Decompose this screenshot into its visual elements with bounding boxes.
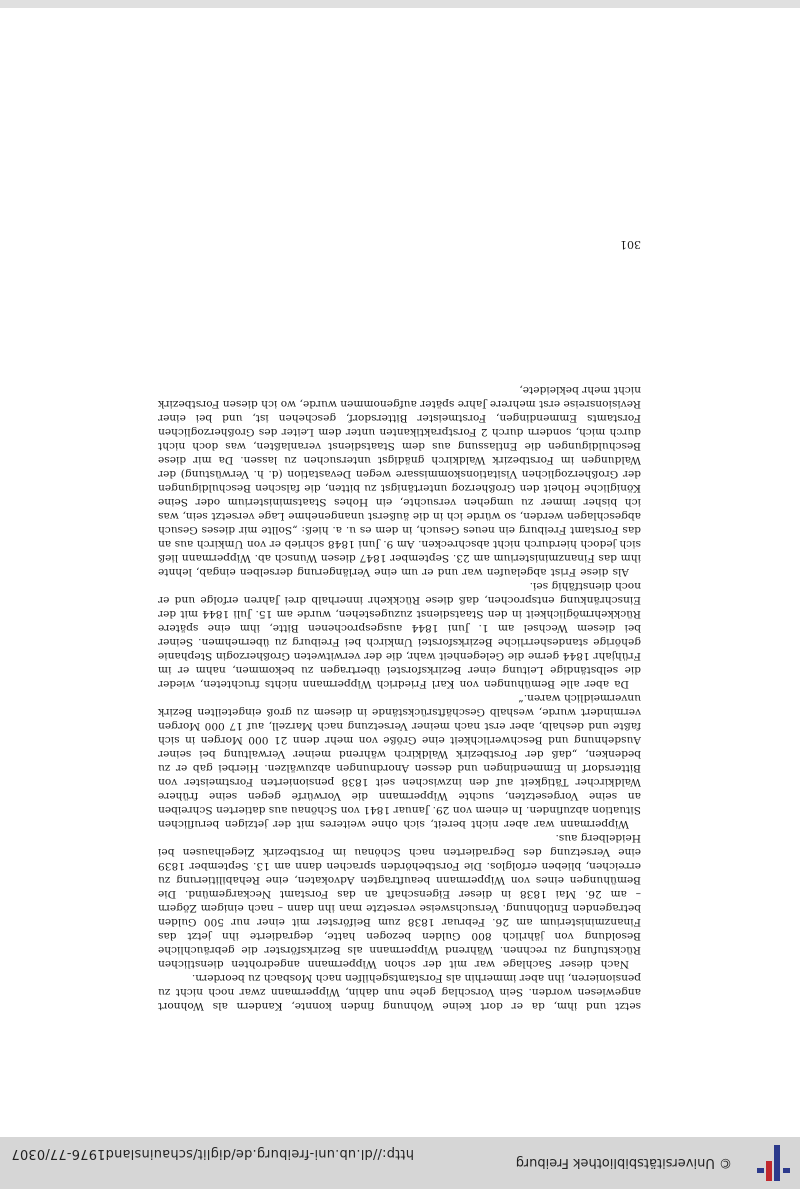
paragraph: Wippermann war aber nicht bereit, sich ohne weiteres mit der jetzigen beruflichen Situation abzufinden. In einem von 29. Januar 1841 von Schönau aus datierten Schreiben an seine Vorgesetzten, suchte Wippermann die Vorwürfe gegen seine frühere Waldkircher Tätigkeit auf den inzwischen seit 1838 pensionierten Forstmeister von Bittersdorf in Emmendingen und dessen Anordnungen abzuwälzen. Hierbei gab er zu bedenken, „daß der Forstbezirk Waldkirch während meiner Verwaltung bei seiner Ausdehnung und Beschwerlichkeit eine Größe von mehr denn 21 000 Morgen in sich faßte und deshalb, aber erst nach meiner Versetzung nach Marzell, auf 17 000 Morgen vermindert wurde, weshalb Geschäftsrückstände in diesem zu groß eingeteilten Bezirk unvermeidlich waren.“: [158, 692, 641, 830]
copyright-text: © Universitätsbibliothek Freiburg: [515, 1155, 732, 1171]
paragraph: Als diese Frist abgelaufen war und er um eine Verlängerung derselben eingab, lehnte ihm das Finanzministerium am 23. September 1847 diesen Wunsch ab. Wippermann ließ sich jedoch hierdurch nicht abschrecken. Am 9. Juni 1848 schrieb er von Umkirch aus an das Forstamt Freiburg ein neues Gesuch, in dem es u. a. hieß: „Sollte mir dieses Gesuch abgeschlagen werden, so würde ich in die äußerst unangenehme Lage versetzt sein, was ich bisher immer zu umgehen versuchte, ein Hohes Staatsministerium oder Seine Königliche Hoheit den Großherzog untertänigst zu bitten, die falschen Beschuldigungen der Großherzoglichen Visitationskommissare wegen Devastation (d. h. Verwüstung) der Waldungen im Forstbezirk Waldkirch gnädigst untersuchen zu lassen. Da mir diese Beschuldigungen die Entlassung aus dem Staatsdienst veranlaßten, was doch nicht durch mich, sondern durch 2 Forstpraktikanten unter dem Leiter des Großherzoglichen Forstamts Emmendingen, Forstmeister Bittersdorf, geschehen ist, und bei einer Revisionsreise erst mehrere Jahre später aufgenommen wurde, wo ich diesen Forstbezirk nicht mehr bekleidete,: [158, 384, 641, 578]
university-logo-icon: [756, 1143, 792, 1183]
viewer-top-strip: [0, 0, 800, 8]
paragraph: setzt und ihm, da er dort keine Wohnung finden konnte, Kandern als Wohnort angewiesen worden. Sein Vorschlag gehe nun dahin, Wippermann zwar noch nicht zu pensionieren, ihn aber immerhin als Forstamtsgehilfen nach Mosbach zu beordern.: [158, 972, 641, 1012]
page-body-text: [158, 383, 641, 1013]
page-number: 301: [620, 238, 641, 251]
citation-footer: [0, 1137, 800, 1189]
paragraph: Nach dieser Sachlage war mit der schon Wippermann angedrohten dienstlichen Rückstufung zu rechnen. Während Wippermann als Bezirksförster die gebräuchliche Besoldung von jährlich 800 Gulden bezogen hatte, degradierte ihn jetzt das Finanzministerium am 26. Februar 1838 zum Beiförster mit einer nur 500 Gulden betragenden Entlohnung. Versuchsweise versetzte man ihn dann – nach einigem Zögern – am 26. Mai 1838 in dieser Eigenschaft an das Forstamt Neckargemünd. Die Bemühungen eines von Wippermann beauftragten Advokaten, eine Rehabilitierung zu erreichen, blieben erfolglos. Die Forstbehörden sprachen dann am 13. September 1839 eine Versetzung des Degradierten nach Schönau im Forstbezirk Ziegelhausen bei Heidelberg aus.: [158, 832, 641, 970]
paragraph: Da aber alle Bemühungen von Karl Friedrich Wippermann nichts fruchteten, wieder die selbständige Leitung einer Bezirksforstei übertragen zu bekommen, nahm er im Frühjahr 1844 gerne die Gelegenheit wahr, die der verwitweten Großherzogin Stephanie gehörige standesherrliche Bezirksforstei Umkirch bei Freiburg zu übernehmen. Seiner bei diesem Wechsel am 1. Juni 1844 ausgesprochenen Bitte, ihm eine spätere Rückkehrmöglichkeit in den Staatsdienst zuzugestehen, wurde am 15. Juli 1844 mit der Einschränkung entsprochen, daß diese Rückkehr innerhalb drei Jahren erfolge und er noch dienstfähig sei.: [158, 580, 641, 690]
permalink-url[interactable]: http://dl.ub.uni-freiburg.de/diglit/schauinsland1976-77/0307: [11, 1146, 414, 1161]
